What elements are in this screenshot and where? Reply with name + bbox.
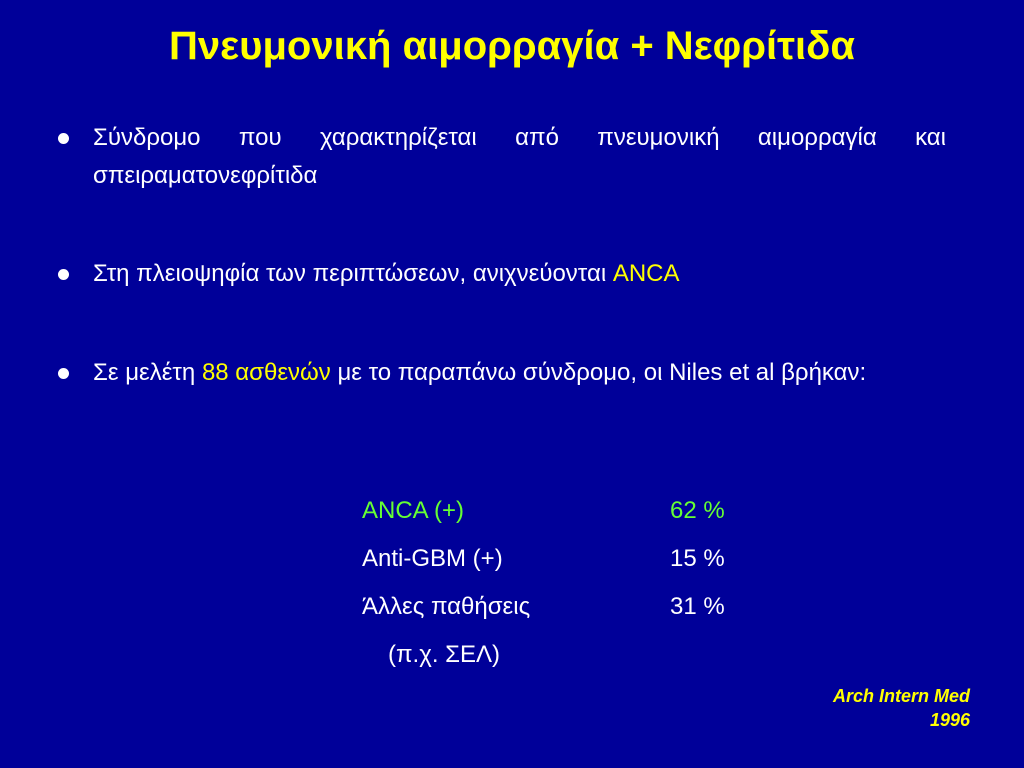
bullet-text: Σύνδρομο που χαρακτηρίζεται από πνευμονική αιμορραγία και σπειραματονεφρίτιδα [93,124,946,189]
bullet-dot-icon [58,368,69,379]
result-row-anti-gbm [362,540,782,588]
result-label: Anti-GBM (+) [362,545,503,572]
result-value: 31 % [670,593,725,620]
bullet-anca [58,255,946,293]
citation-year: 1996 [929,710,970,730]
bullet-text [93,255,946,293]
result-note-row [362,636,782,684]
citation-journal: Arch Intern Med [832,686,970,706]
result-label: ANCA (+) [362,497,465,524]
result-row-other [362,588,782,636]
result-value: 15 % [670,545,725,572]
bullet-text-plain: Στη πλειοψηφία των περιπτώσεων, ανιχνεύονται [93,260,613,287]
highlight-anca: ANCA [612,260,680,287]
bullet-dot-icon [58,269,69,280]
bullet-dot-icon [58,133,69,144]
result-value: 62 % [670,497,725,524]
bullet-text-plain: με το παραπάνω σύνδρομο, οι Niles et al βρήκαν: [330,359,867,386]
highlight-patients: 88 ασθενών [201,359,331,386]
result-note: (π.χ. ΣΕΛ) [388,641,501,668]
citation [770,684,970,732]
result-row-anca [362,492,782,540]
result-label: Άλλες παθήσεις [362,593,531,620]
results-table [362,492,782,684]
bullet-text-plain: Σε μελέτη [93,359,202,386]
bullet-study [58,354,946,392]
bullet-definition [58,119,946,195]
bullet-text [93,354,946,392]
slide-title: Πνευμονική αιμορραγία + Νεφρίτιδα [169,24,855,68]
